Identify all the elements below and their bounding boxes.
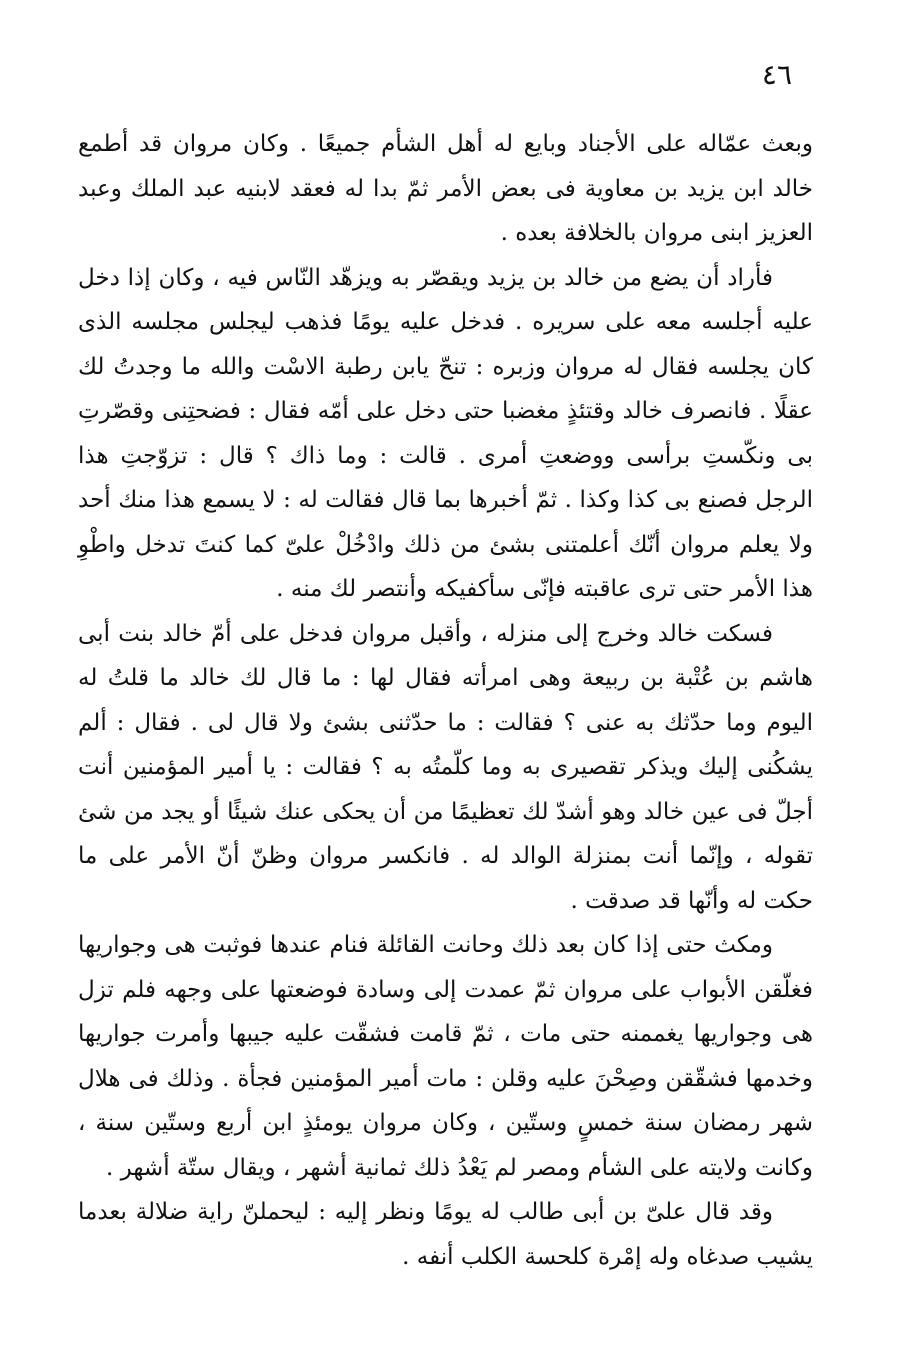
paragraph-4: ومكث حتى إذا كان بعد ذلك وحانت القائلة فنام عندها فوثبت هى وجواريها فغلّقن الأبواب على مروان ثمّ عمدت إلى وسادة فوضعتها على وجهه فلم تزل هى وجواريها يغممنه حتى مات ، ثمّ قامت فشقّت عليه جيبها وأمرت جواريها وخدمها فشقّقن وصِحْنَ عليه وقلن : مات أمير المؤمنين فجأة . وذلك فى هلال شهر رمضان سنة خمسٍ وستّين ، وكان مروان يومئذٍ ابن أربع وستّين سنة ، وكانت ولايته على الشأم ومصر لم يَعْدُ ذلك ثمانية أشهر ، ويقال ستّة أشهر . <box>78 932 813 1181</box>
paragraph-5: وقد قال علىّ بن أبى طالب له يومًا ونظر إليه : ليحملنّ راية ضلالة بعدما يشيب صدغاه وله إمْرة كلحسة الكلب أنفه . <box>78 1199 813 1270</box>
paragraph-1: وبعث عمّاله على الأجناد وبايع له أهل الشأم جميعًا . وكان مروان قد أطمع خالد ابن يزيد بن معاوية فى بعض الأمر ثمّ بدا له فعقد لابنيه عبد الملك وعبد العزيز ابنى مروان بالخلافة بعده . <box>78 131 813 246</box>
paragraph-2: فأراد أن يضع من خالد بن يزيد ويقصّر به ويزهّد النّاس فيه ، وكان إذا دخل عليه أجلسه معه على سريره . فدخل عليه يومًا فذهب ليجلس مجلسه الذى كان يجلسه فقال له مروان وزبره : تنحّ يابن رطبة الاسْت والله ما وجدتُ لك عقلًا . فانصرف خالد وقتئذٍ مغضبا حتى دخل على أمّه فقال : فضحتِنى وقصّرتِ بى ونكّستِ برأسى ووضعتِ أمرى . قالت : وما ذاك ؟ قال : تزوّجتِ هذا الرجل فصنع بى كذا وكذا . ثمّ أخبرها بما قال فقالت له : لا يسمع هذا منك أحد ولا يعلم مروان أنّك أعلمتنى بشئ من ذلك وادْخُلْ علىّ كما كنتَ تدخل واطْوِ هذا الأمر حتى ترى عاقبته فإنّى سأكفيكه وأنتصر لك منه . <box>78 264 813 602</box>
page-number: ٤٦ <box>761 58 792 91</box>
paragraph-3: فسكت خالد وخرج إلى منزله ، وأقبل مروان فدخل على أمّ خالد بنت أبى هاشم بن عُتْبة بن ربيعة وهى امرأته فقال لها : ما قال لك خالد ما قلتُ له اليوم وما حدّثك به عنى ؟ فقالت : ما حدّثنى بشئ ولا قال لى . فقال : ألم يشكُنى إليك ويذكر تقصيرى به وما كلّمتُه به ؟ فقالت : يا أمير المؤمنين أنت أجلّ فى عين خالد وهو أشدّ لك تعظيمًا من أن يحكى عنك شيئًا أو يجد من شئ تقوله ، وإنّما أنت بمنزلة الوالد له . فانكسر مروان وظنّ أنّ الأمر على ما حكت له وأنّها قد صدقت . <box>78 620 813 914</box>
text-body <box>78 122 813 1279</box>
